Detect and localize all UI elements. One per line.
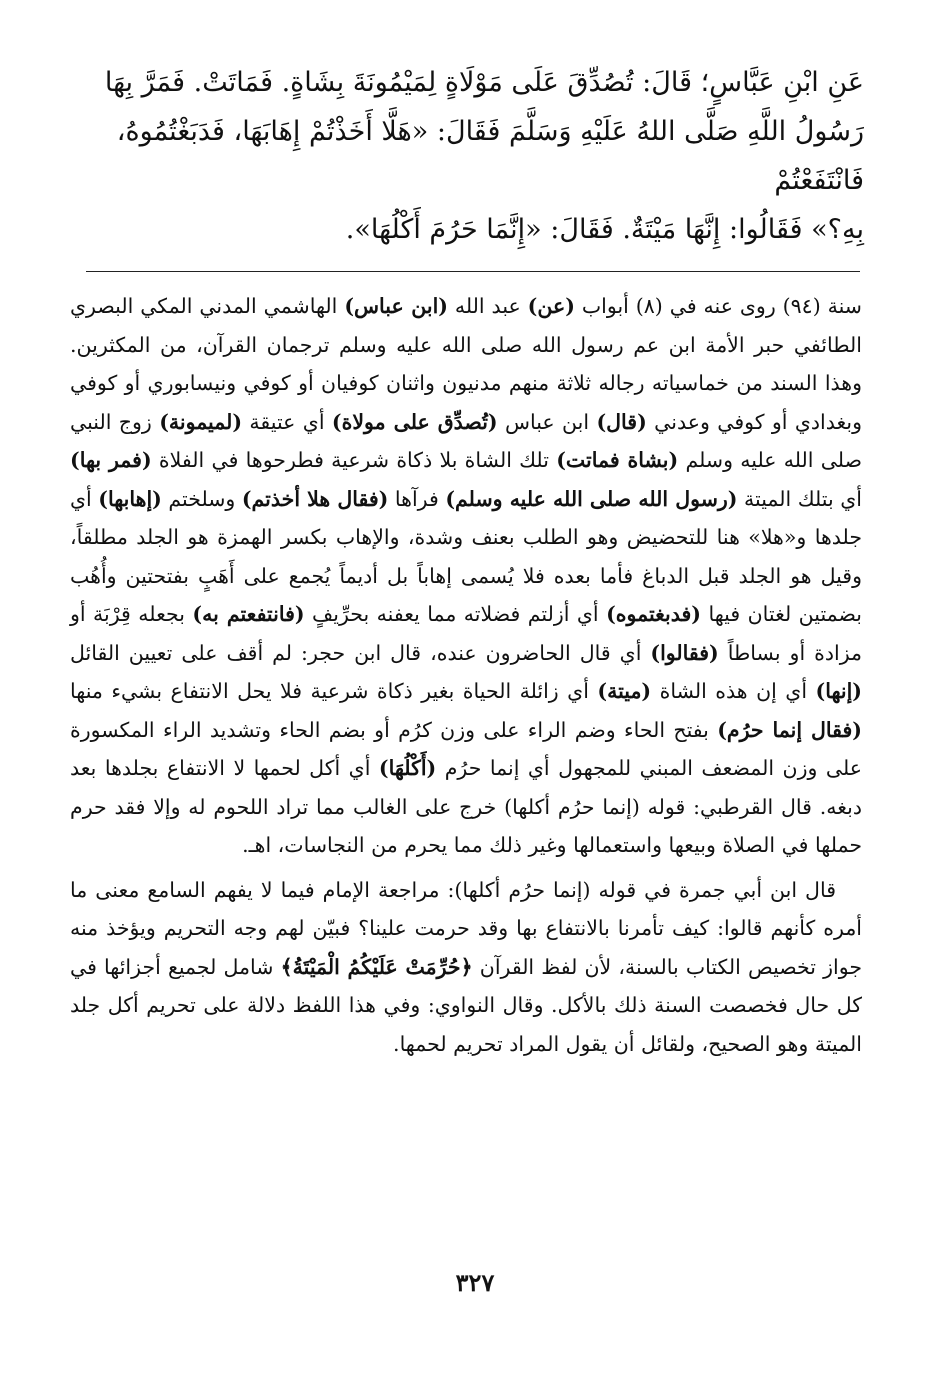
commentary-text: أي عتيقة — [242, 409, 332, 434]
commentary-text: سنة (٩٤) روى عنه في (٨) أبواب — [574, 294, 862, 318]
page-number: ٣٢٧ — [455, 1268, 495, 1297]
hadith-quote: (عن) — [527, 294, 575, 318]
commentary-text: زوج النبي صلى الله عليه وسلم — [70, 409, 862, 472]
commentary-text: أي أكل لحمها لا الانتفاع بجلدها بعد دبغه. قال القرطبي: قوله (إنما حرُم أكلها) خرج على الغالب مما تراد اللحوم له وإلا فقد حرم حملها في الصلاة وبيعها واستعمالها وغير ذلك مما يحرم من النجاسات، اهـ. — [70, 756, 862, 857]
commentary-section — [70, 287, 862, 1063]
hadith-quote: (إهابها) — [98, 486, 162, 511]
commentary-text: أي بتلك الميتة — [737, 486, 862, 511]
commentary-text: أي جلدها و«هلا» هنا للتحضيض وهو الطلب بعنف وشدة، والإهاب بكسر الهمزة هو الجلد مطلقاً، وقيل هو الجلد قبل الدباغ فأما بعده فلا يُسمى إهاباً بل أديماً يُجمع على أَهَبٍ بفتحتين وأُهُب بضمتين لغتان فيها — [70, 486, 862, 626]
separator-rule — [86, 271, 860, 272]
hadith-quote: (ميتة) — [597, 679, 652, 703]
hadith-quote: (لميمونة) — [159, 409, 243, 434]
commentary-text: أي قال الحاضرون عنده، قال ابن حجر: لم أقف على تعيين القائل — [70, 640, 651, 665]
hadith-quote: (فقال إنما حرُم) — [717, 717, 862, 742]
commentary-text: أي زائلة الحياة بغير ذكاة شرعية فلا يحل الانتفاع بشيء منها — [70, 679, 598, 703]
hadith-quote: (إنها) — [815, 679, 862, 703]
commentary-text: تلك الشاة بلا ذكاة شرعية فطرحوها في الفلاة — [151, 448, 557, 472]
hadith-quote: (فمر بها) — [70, 448, 152, 472]
commentary-text: عبد الله — [447, 294, 528, 318]
commentary-text: أي أزلتم فضلاته مما يعفنه بحرِّيفٍ — [304, 602, 607, 626]
hadith-quote: (أَكْلُهَا) — [378, 756, 437, 780]
hadith-quote: (فانتفعتم به) — [192, 602, 305, 626]
hadith-text — [74, 58, 864, 254]
hadith-quote: (فدبغتموه) — [606, 602, 702, 626]
hadith-quote: (قال) — [596, 409, 647, 434]
commentary-text: أي إن هذه الشاة — [651, 679, 816, 703]
hadith-quote: (ابن عباس) — [344, 294, 448, 318]
hadith-line: بِهِ؟» فَقَالُوا: إِنَّهَا مَيْتَةٌ. فَقَالَ: «إِنَّمَا حَرُمَ أَكْلُهَا». — [345, 214, 864, 245]
commentary-text: بجعله قِرْبَة أو مزادة أو بساطاً — [70, 602, 862, 665]
commentary-text: الهاشمي المدني المكي البصري الطائفي حبر الأمة ابن عم رسول الله صلى الله عليه وسلم ترجمان القرآن، من المكثرين. وهذا السند من خماسياته رجاله ثلاثة منهم مدنيون واثنان كوفيان أو كوفي ونيسابوري أو كوفي وبغدادي أو كوفي وعدني — [70, 294, 862, 434]
hadith-line: عَنِ ابْنِ عَبَّاسٍ؛ قَالَ: تُصُدِّقَ عَلَى مَوْلَاةٍ لِمَيْمُونَةَ بِشَاةٍ. فَمَاتَتْ. فَمَرَّ بِهَا — [104, 67, 864, 98]
commentary-text: فرآها — [388, 486, 446, 511]
hadith-quote: (تُصدِّق على مولاة) — [331, 409, 498, 434]
commentary-text: شامل لجميع أجزائها في كل حال فخصصت السنة ذلك بالأكل. وقال النواوي: وفي هذا اللفظ دلالة على تحريم أكل جلد الميتة وهو الصحيح، ولقائل أن يقول المراد تحريم لحمها. — [70, 954, 862, 1056]
commentary-text: بفتح الحاء وضم الراء على وزن كرُم أو بضم الحاء وتشديد الراء المكسورة على وزن المضعف المبني للمجهول أي إنما حرُم — [70, 717, 862, 780]
commentary-paragraph — [70, 871, 862, 1064]
commentary-text: وسلختم — [161, 486, 242, 511]
hadith-line: رَسُولُ اللَّهِ صَلَّى اللهُ عَلَيْهِ وَسَلَّمَ فَقَالَ: «هَلَّا أَخَذْتُمْ إِهَابَهَا، فَدَبَغْتُمُوهُ، فَانْتَفَعْتُمْ — [116, 116, 864, 196]
commentary-paragraph — [70, 287, 862, 865]
commentary-text: قال ابن أبي جمرة في قوله (إنما حرُم أكلها): مراجعة الإمام فيما لا يفهم السامع معنى ما أمره كأنهم قالوا: كيف تأمرنا بالانتفاع بها وقد حرمت علينا؟ فبيّن لهم وجه التحريم ويؤخذ منه جواز تخصيص الكتاب بالسنة، لأن لفظ القرآن — [70, 877, 862, 979]
commentary-text: ابن عباس — [497, 409, 597, 434]
quran-quote: ﴿حُرِّمَتْ عَلَيْكُمُ الْمَيْتَةُ﴾ — [280, 954, 473, 979]
hadith-quote: (بشاة فماتت) — [556, 448, 679, 472]
hadith-quote: (فقال هلا أخذتم) — [241, 486, 389, 511]
hadith-quote: (رسول الله صلى الله عليه وسلم) — [445, 486, 738, 511]
hadith-quote: (فقالوا) — [650, 640, 719, 665]
